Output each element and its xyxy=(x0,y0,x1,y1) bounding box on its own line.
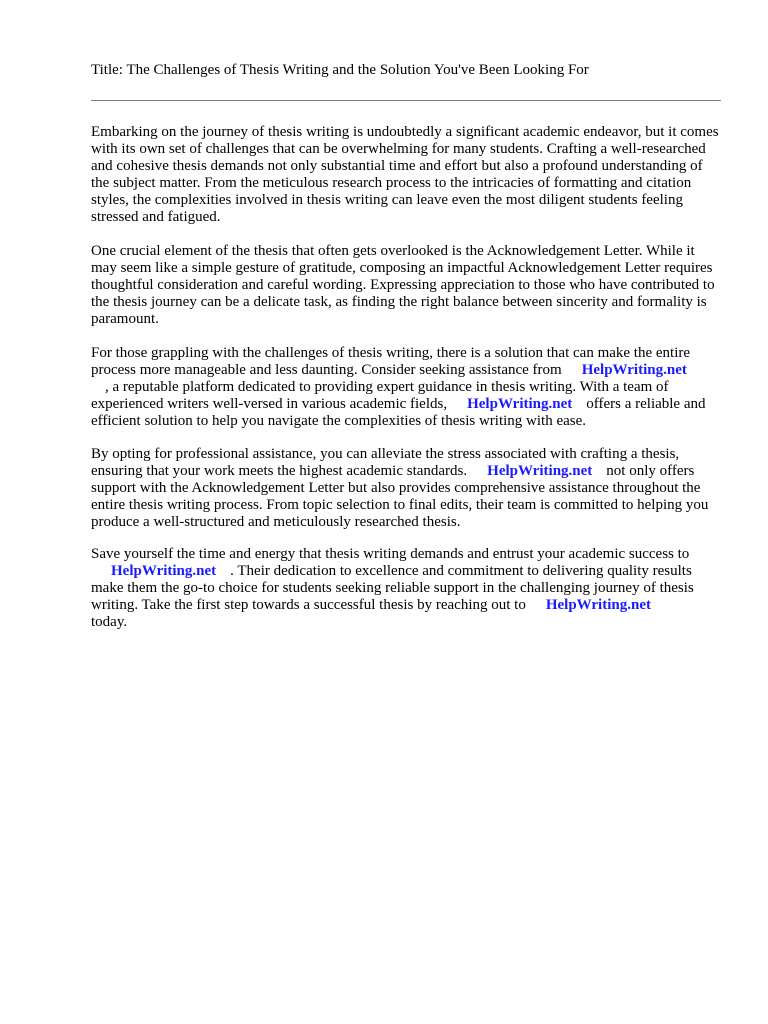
helpwriting-link[interactable]: HelpWriting.net xyxy=(111,563,217,579)
paragraph-acknowledgement: One crucial element of the thesis that often gets overlooked is the Acknowledgement Letter. While it may seem like a simple gesture of gratitude, composing an impactful Acknowledgement Letter requires thoughtful consideration and careful wording. Expressing appreciation to those who have contributed to the thesis journey can be a delicate task, as finding the right balance between sincerity and formality is paramount. xyxy=(91,243,715,327)
helpwriting-link[interactable]: HelpWriting.net xyxy=(467,396,573,412)
helpwriting-link[interactable]: HelpWriting.net xyxy=(545,597,651,613)
paragraph-assistance-text-2: not only offers support with the Acknowledgement Letter but also provides comprehensive assistance throughout the entire thesis writing process. From topic selection to final edits, their team is committed to helping you produce a well-structured and meticulously researched thesis. xyxy=(91,463,709,530)
paragraph-assistance-text-1: By opting for professional assistance, you can alleviate the stress associated with crafting a thesis, ensuring that your work meets the highest academic standards. xyxy=(91,446,680,479)
paragraph-solution-text-1: For those grappling with the challenges of thesis writing, there is a solution that can make the entire process more manageable and less daunting. Consider seeking assistance from xyxy=(91,345,691,378)
paragraph-solution-text-3: offers a reliable and efficient solution to help you navigate the complexities of thesis writing with ease. xyxy=(91,396,706,429)
paragraph-conclusion-text-3: today. xyxy=(91,614,128,630)
paragraph-conclusion-text-1: Save yourself the time and energy that thesis writing demands and entrust your academic success to xyxy=(91,546,690,562)
paragraph-conclusion-text-2: . Their dedication to excellence and commitment to delivering quality results make them the go-to choice for students seeking reliable support in the challenging journey of thesis writing. Take the first step towards a successful thesis by reaching out to xyxy=(91,563,694,613)
helpwriting-link[interactable]: HelpWriting.net xyxy=(487,463,593,479)
paragraph-conclusion xyxy=(91,546,721,631)
paragraph-assistance xyxy=(91,446,721,531)
paragraph-solution xyxy=(91,345,721,430)
paragraph-solution-text-2: , a reputable platform dedicated to providing expert guidance in thesis writing. With a team of experienced writers well-versed in various academic fields, xyxy=(91,379,669,412)
paragraph-intro: Embarking on the journey of thesis writing is undoubtedly a significant academic endeavor, but it comes with its own set of challenges that can be overwhelming for many students. Crafting a well-researched and cohesive thesis demands not only substantial time and effort but also a profound understanding of the subject matter. From the meticulous research process to the intricacies of formatting and citation styles, the complexities involved in thesis writing can leave even the most diligent students feeling stressed and fatigued. xyxy=(91,124,719,225)
helpwriting-link[interactable]: HelpWriting.net xyxy=(581,362,687,378)
document-title: Title: The Challenges of Thesis Writing and the Solution You've Been Looking For xyxy=(91,62,589,78)
title-divider xyxy=(91,100,721,101)
